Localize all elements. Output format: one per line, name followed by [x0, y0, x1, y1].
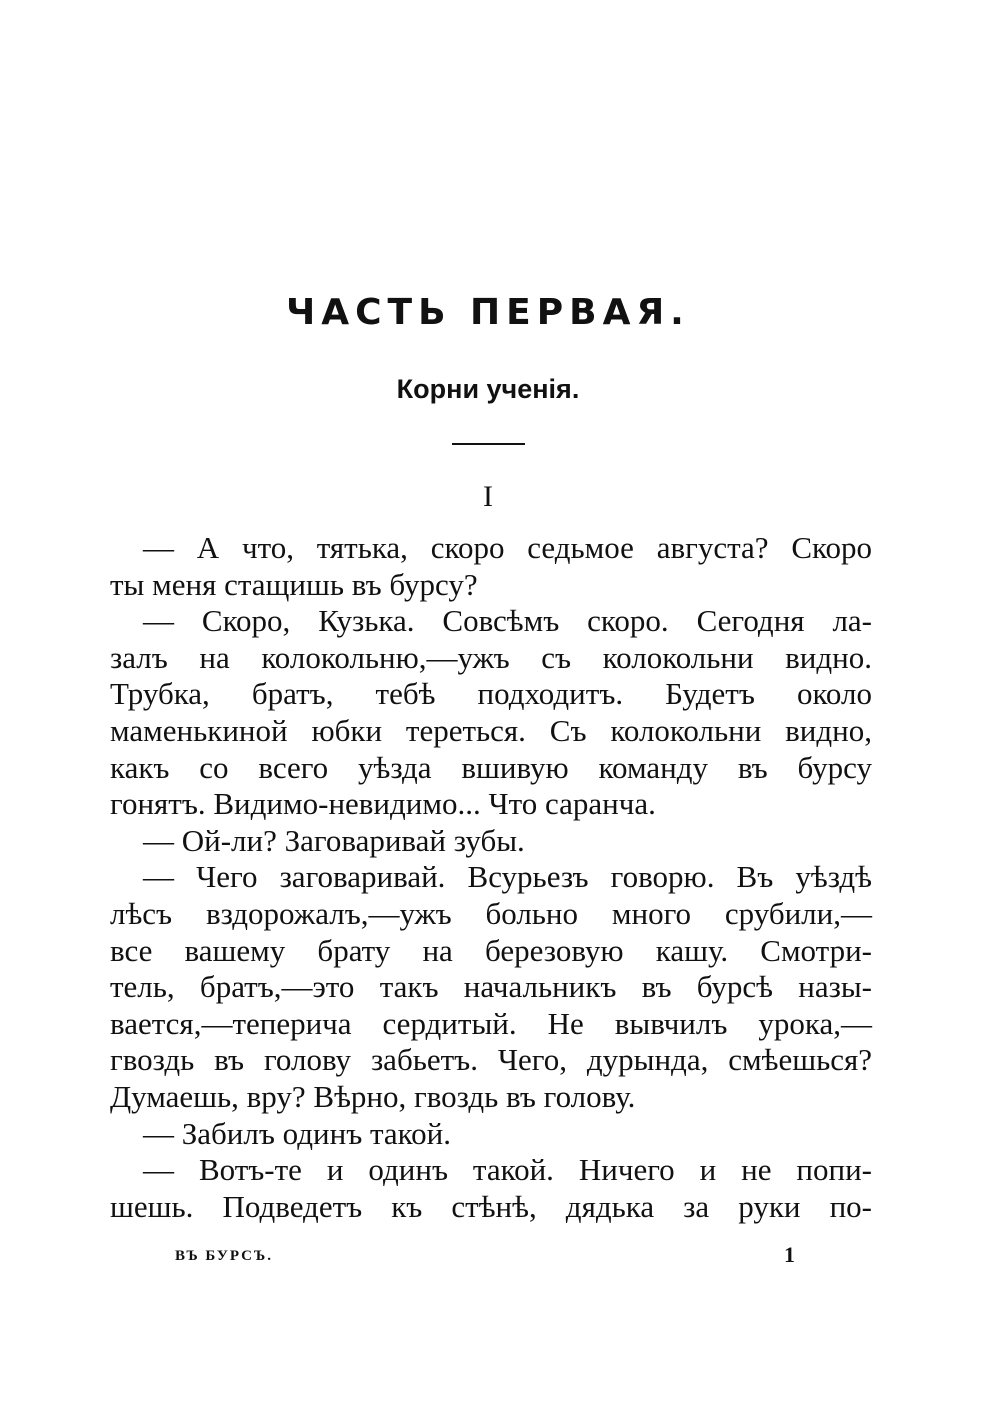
part-heading: ЧАСТЬ ПЕРВАЯ.	[286, 292, 690, 333]
text-line: — Вотъ-те и одинъ такой. Ничего и не попи-	[143, 1152, 872, 1188]
body-text	[110, 530, 872, 1225]
text-line: — Забилъ одинъ такой.	[143, 1115, 452, 1151]
chapter-subtitle: Корни ученія.	[396, 374, 580, 404]
text-line: Думаешь, вру? Вѣрно, гвоздь въ голову.	[110, 1078, 636, 1114]
text-line: — Скоро, Кузька. Совсѣмъ скоро. Сегодня ла-	[143, 603, 872, 639]
text-line: — А что, тятька, скоро седьмое августа? Скоро	[143, 530, 872, 565]
text-line: вается,—теперича сердитый. Не вывчилъ урока,—	[110, 1005, 872, 1041]
text-line: гвоздь въ голову забьетъ. Чего, дурында, смѣешься?	[110, 1042, 872, 1078]
text-line: лѣсъ вздорожалъ,—ужъ больно много срубили,—	[110, 895, 872, 931]
text-line: гонятъ. Видимо-невидимо... Что саранча.	[110, 786, 656, 822]
text-line: — Чего заговаривай. Всурьезъ говорю. Въ уѣздѣ	[143, 859, 872, 895]
text-line: какъ со всего уѣзда вшивую команду въ бурсу	[110, 749, 872, 785]
signature-mark: ВЪ БУРСЪ.	[175, 1248, 274, 1264]
chapter-number: I	[483, 480, 493, 513]
text-line: залъ на колокольню,—ужъ съ колокольни видно.	[110, 639, 872, 675]
page-number: 1	[784, 1242, 795, 1267]
text-line: — Ой-ли? Заговаривай зубы.	[143, 822, 525, 858]
text-line: Трубка, братъ, тебѣ подходитъ. Будетъ около	[110, 676, 872, 712]
text-line: шешь. Подведетъ къ стѣнѣ, дядька за руки по-	[110, 1188, 872, 1224]
text-line: тель, братъ,—это такъ начальникъ въ бурсѣ назы-	[110, 969, 872, 1005]
text-line: все вашему брату на березовую кашу. Смотри-	[110, 932, 872, 968]
text-line: маменькиной юбки тереться. Съ колокольни видно,	[110, 712, 872, 748]
divider-rule	[452, 443, 525, 445]
text-line: ты меня стащишь въ бурсу?	[110, 566, 478, 602]
